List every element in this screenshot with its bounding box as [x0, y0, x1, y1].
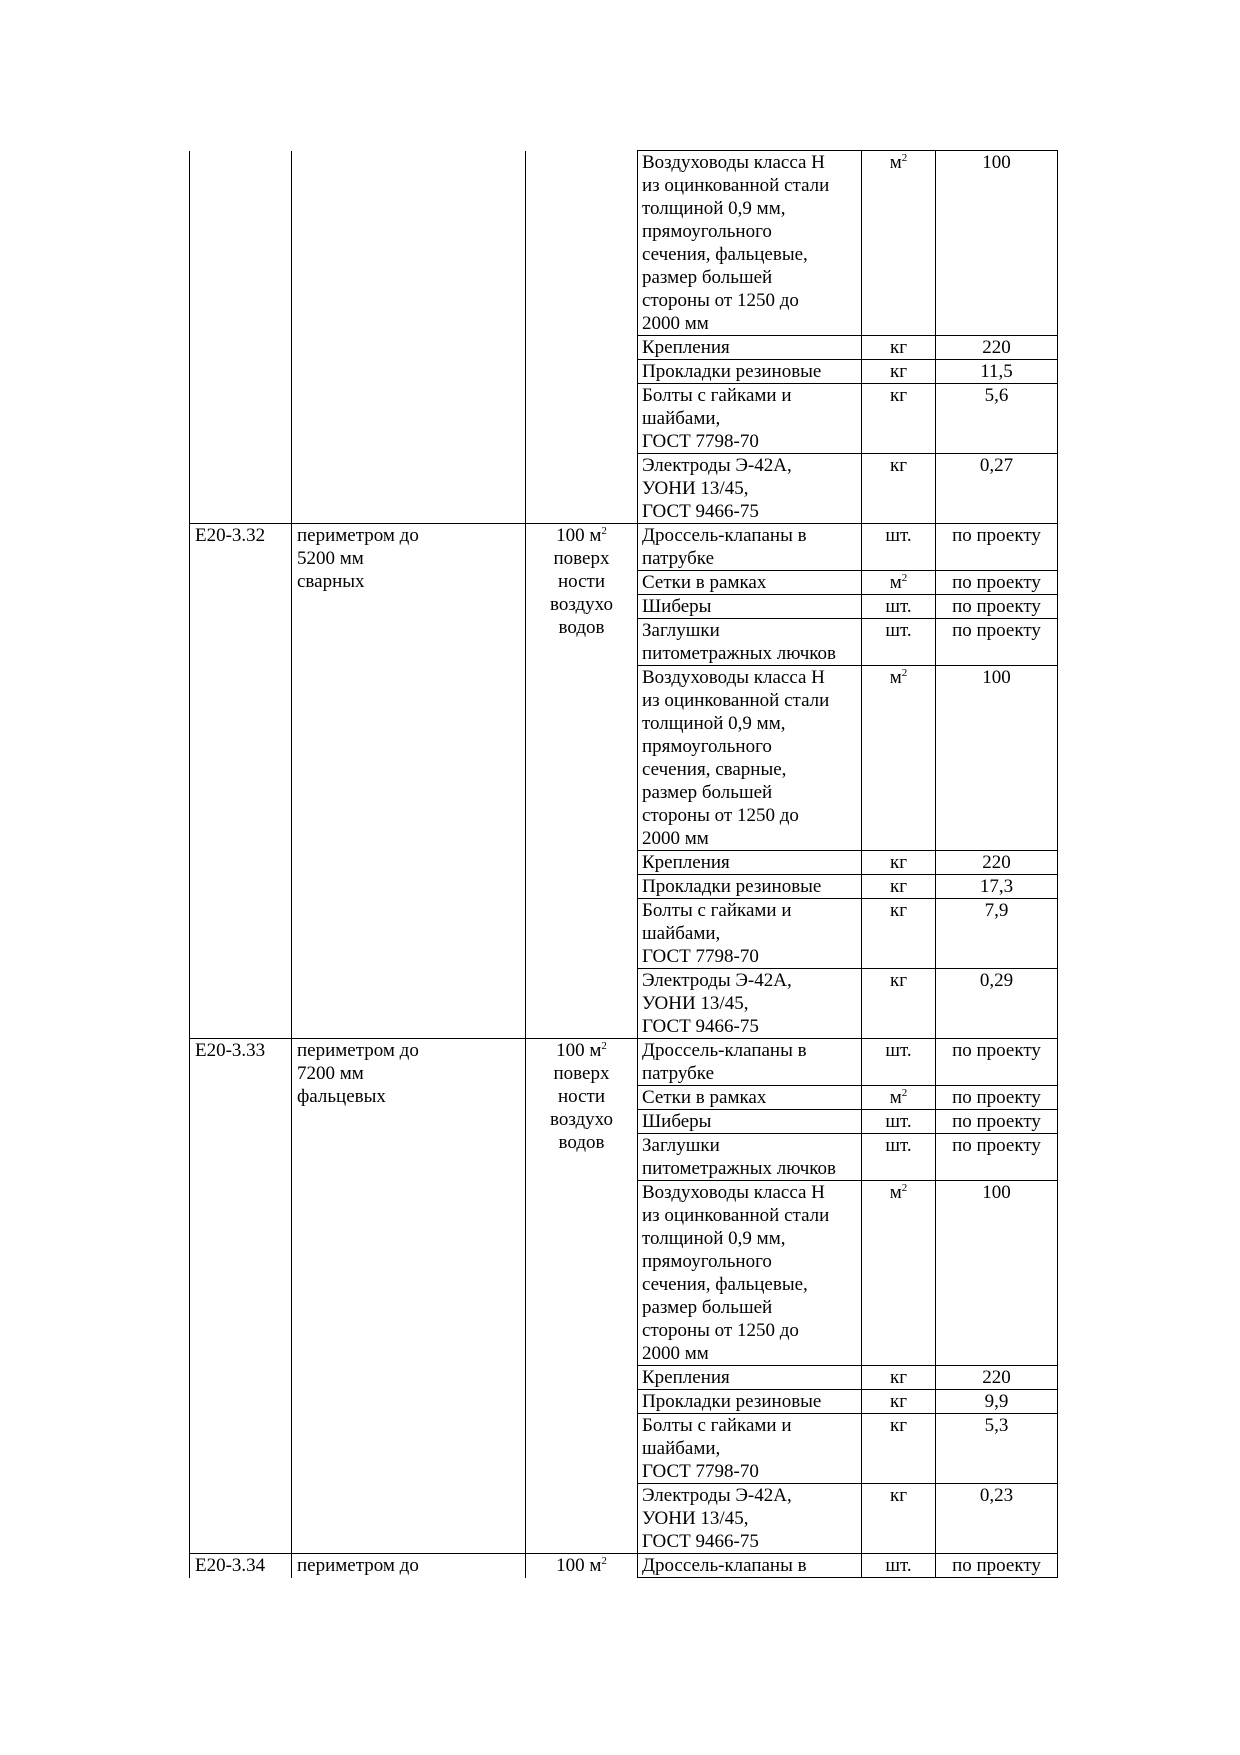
- resource-quantity-cell: [936, 384, 1058, 454]
- resource-name: Крепления: [642, 337, 730, 358]
- resource-quantity: 17,3: [979, 876, 1014, 897]
- resource-unit-cell: [862, 524, 936, 571]
- resource-name: Сетки в рамках: [642, 572, 767, 593]
- norm-code-cell: [190, 151, 292, 524]
- resource-name: Воздуховоды класса Н из оцинкованной стали толщиной 0,9 мм, прямоугольного сечения, фальцевые, размер большей стороны от 1250 до 2000 мм: [642, 152, 830, 334]
- norm-unit-superscript: 2: [601, 525, 607, 537]
- resource-name: Электроды Э-42А, УОНИ 13/45, ГОСТ 9466-75: [642, 455, 792, 522]
- resource-quantity: 0,27: [979, 455, 1014, 476]
- norm-name: периметром до 7200 мм фальцевых: [297, 1040, 419, 1107]
- resource-unit: кг: [889, 1391, 908, 1412]
- resource-name: Крепления: [642, 852, 730, 873]
- resource-name: Прокладки резиновые: [642, 1391, 822, 1412]
- norm-unit-main: 100 м: [556, 1555, 602, 1576]
- resource-quantity-cell: [936, 595, 1058, 619]
- table-row: [190, 524, 1058, 571]
- resource-unit-superscript: 2: [901, 1087, 908, 1099]
- resource-name: Дроссель-клапаны в патрубке: [642, 525, 807, 569]
- resource-name: Заглушки питометражных лючков: [642, 620, 837, 664]
- resource-unit: м: [889, 667, 902, 688]
- resource-name-cell: [638, 1110, 862, 1134]
- resource-unit: кг: [889, 455, 908, 476]
- resource-unit: шт.: [885, 620, 912, 641]
- resource-quantity: 5,3: [984, 1415, 1009, 1436]
- resource-quantity-cell: [936, 666, 1058, 851]
- table-row: [190, 1554, 1058, 1578]
- resource-unit: шт.: [885, 1040, 912, 1061]
- resource-quantity-cell: [936, 969, 1058, 1039]
- norm-code-cell: [190, 1554, 292, 1578]
- resource-name-cell: [638, 1366, 862, 1390]
- resource-quantity: по проекту: [952, 1087, 1041, 1108]
- resource-unit: кг: [889, 852, 908, 873]
- resource-quantity-cell: [936, 899, 1058, 969]
- resource-name: Воздуховоды класса Н из оцинкованной стали толщиной 0,9 мм, прямоугольного сечения, сварные, размер большей стороны от 1250 до 2000 мм: [642, 667, 830, 849]
- resource-name-cell: [638, 666, 862, 851]
- resource-unit: кг: [889, 1415, 908, 1436]
- resource-name: Прокладки резиновые: [642, 876, 822, 897]
- norms-table-body: [190, 151, 1058, 1578]
- resource-unit-cell: [862, 336, 936, 360]
- resource-unit: шт.: [885, 596, 912, 617]
- resource-name-cell: [638, 151, 862, 336]
- norm-unit: [528, 524, 635, 639]
- resource-quantity: по проекту: [952, 1040, 1041, 1061]
- resource-unit: шт.: [885, 525, 912, 546]
- resource-name: Прокладки резиновые: [642, 361, 822, 382]
- resource-name-cell: [638, 360, 862, 384]
- norm-unit-cell: [526, 1554, 638, 1578]
- resource-quantity: по проекту: [952, 1135, 1041, 1156]
- resource-quantity: 5,6: [984, 385, 1009, 406]
- resource-name: Заглушки питометражных лючков: [642, 1135, 837, 1179]
- resource-quantity: 100: [982, 667, 1011, 688]
- resource-name-cell: [638, 969, 862, 1039]
- norm-unit: [528, 1039, 635, 1154]
- resource-quantity: по проекту: [952, 572, 1041, 593]
- norm-name: периметром до 5200 мм сварных: [297, 525, 419, 592]
- resource-quantity-cell: [936, 571, 1058, 595]
- resource-name: Крепления: [642, 1367, 730, 1388]
- norm-unit-cell: [526, 1039, 638, 1554]
- resource-unit-cell: [862, 1390, 936, 1414]
- resource-quantity-cell: [936, 1134, 1058, 1181]
- resource-unit: м: [889, 152, 902, 173]
- resource-quantity-cell: [936, 1414, 1058, 1484]
- resource-quantity-cell: [936, 336, 1058, 360]
- norm-unit-main: 100 м: [556, 1040, 602, 1061]
- norm-unit-rest: поверх ности воздухо водов: [550, 548, 613, 638]
- resource-name-cell: [638, 336, 862, 360]
- norm-unit-rest: поверх ности воздухо водов: [550, 1063, 613, 1153]
- norms-table: [189, 150, 1058, 1578]
- resource-unit-cell: [862, 1134, 936, 1181]
- resource-unit-cell: [862, 1181, 936, 1366]
- resource-quantity-cell: [936, 454, 1058, 524]
- resource-name-cell: [638, 384, 862, 454]
- resource-unit: кг: [889, 876, 908, 897]
- resource-unit-superscript: 2: [901, 1182, 908, 1194]
- norm-name-cell: [292, 524, 526, 1039]
- resource-name-cell: [638, 454, 862, 524]
- norm-code: Е20-3.34: [195, 1555, 266, 1576]
- norm-unit: [528, 1554, 635, 1577]
- resource-quantity-cell: [936, 1181, 1058, 1366]
- resource-quantity-cell: [936, 1554, 1058, 1578]
- resource-unit-cell: [862, 151, 936, 336]
- resource-name: Болты с гайками и шайбами, ГОСТ 7798-70: [642, 1415, 792, 1482]
- resource-name-cell: [638, 1390, 862, 1414]
- resource-quantity-cell: [936, 1366, 1058, 1390]
- resource-name-cell: [638, 571, 862, 595]
- resource-unit-cell: [862, 360, 936, 384]
- resource-unit: кг: [889, 385, 908, 406]
- resource-unit-cell: [862, 666, 936, 851]
- resource-name-cell: [638, 875, 862, 899]
- norm-name: периметром до: [297, 1555, 419, 1576]
- resource-name: Болты с гайками и шайбами, ГОСТ 7798-70: [642, 385, 792, 452]
- resource-unit: м: [889, 572, 902, 593]
- resource-quantity-cell: [936, 619, 1058, 666]
- resource-unit: кг: [889, 337, 908, 358]
- resource-name: Сетки в рамках: [642, 1087, 767, 1108]
- resource-unit-cell: [862, 1366, 936, 1390]
- resource-quantity: 0,23: [979, 1485, 1014, 1506]
- resource-unit-superscript: 2: [901, 152, 908, 164]
- resource-unit-superscript: 2: [901, 572, 908, 584]
- resource-name-cell: [638, 1554, 862, 1578]
- resource-quantity-cell: [936, 360, 1058, 384]
- resource-name-cell: [638, 851, 862, 875]
- resource-quantity: по проекту: [952, 1111, 1041, 1132]
- resource-unit: кг: [889, 1485, 908, 1506]
- norm-name-cell: [292, 151, 526, 524]
- resource-unit-cell: [862, 1110, 936, 1134]
- norm-code-cell: [190, 1039, 292, 1554]
- resource-unit: шт.: [885, 1555, 912, 1576]
- resource-unit: кг: [889, 970, 908, 991]
- resource-name-cell: [638, 524, 862, 571]
- norm-code-cell: [190, 524, 292, 1039]
- resource-quantity-cell: [936, 151, 1058, 336]
- norm-code: Е20-3.32: [195, 525, 266, 546]
- resource-quantity: 9,9: [984, 1391, 1009, 1412]
- resource-quantity-cell: [936, 851, 1058, 875]
- resource-unit-cell: [862, 969, 936, 1039]
- resource-quantity-cell: [936, 1039, 1058, 1086]
- resource-name-cell: [638, 619, 862, 666]
- resource-unit-cell: [862, 1414, 936, 1484]
- resource-name: Шиберы: [642, 1111, 712, 1132]
- resource-unit-cell: [862, 899, 936, 969]
- resource-name-cell: [638, 899, 862, 969]
- resource-name-cell: [638, 595, 862, 619]
- resource-name-cell: [638, 1039, 862, 1086]
- resource-quantity: 11,5: [980, 361, 1013, 382]
- resource-unit-cell: [862, 875, 936, 899]
- norm-code: Е20-3.33: [195, 1040, 266, 1061]
- norm-name-cell: [292, 1039, 526, 1554]
- norm-name-cell: [292, 1554, 526, 1578]
- resource-unit-cell: [862, 595, 936, 619]
- resource-name: Болты с гайками и шайбами, ГОСТ 7798-70: [642, 900, 792, 967]
- resource-name: Дроссель-клапаны в патрубке: [642, 1040, 807, 1084]
- resource-unit-superscript: 2: [901, 667, 908, 679]
- norm-unit-cell: [526, 524, 638, 1039]
- resource-quantity: 100: [982, 1182, 1011, 1203]
- resource-unit-cell: [862, 1554, 936, 1578]
- resource-quantity: по проекту: [952, 525, 1041, 546]
- norm-unit-main: 100 м: [556, 525, 602, 546]
- resource-unit: шт.: [885, 1111, 912, 1132]
- norm-unit-superscript: 2: [601, 1555, 607, 1567]
- resource-unit-cell: [862, 384, 936, 454]
- resource-unit-cell: [862, 454, 936, 524]
- resource-unit-cell: [862, 1086, 936, 1110]
- resource-quantity: 220: [982, 852, 1011, 873]
- resource-name-cell: [638, 1086, 862, 1110]
- resource-name-cell: [638, 1484, 862, 1554]
- resource-quantity: по проекту: [952, 620, 1041, 641]
- resource-unit: кг: [889, 1367, 908, 1388]
- resource-quantity-cell: [936, 1086, 1058, 1110]
- norm-unit-cell: [526, 151, 638, 524]
- resource-name: Электроды Э-42А, УОНИ 13/45, ГОСТ 9466-75: [642, 970, 792, 1037]
- resource-quantity-cell: [936, 1390, 1058, 1414]
- resource-quantity: 220: [982, 337, 1011, 358]
- resource-name-cell: [638, 1414, 862, 1484]
- resource-unit: шт.: [885, 1135, 912, 1156]
- resource-unit: м: [889, 1087, 902, 1108]
- table-row: [190, 151, 1058, 336]
- resource-unit-cell: [862, 571, 936, 595]
- resource-unit: кг: [889, 361, 908, 382]
- resource-name-cell: [638, 1181, 862, 1366]
- resource-quantity-cell: [936, 524, 1058, 571]
- resource-unit-cell: [862, 1039, 936, 1086]
- resource-quantity-cell: [936, 1110, 1058, 1134]
- resource-quantity: 100: [982, 152, 1011, 173]
- resource-unit: м: [889, 1182, 902, 1203]
- resource-quantity-cell: [936, 875, 1058, 899]
- resource-name: Воздуховоды класса Н из оцинкованной стали толщиной 0,9 мм, прямоугольного сечения, фальцевые, размер большей стороны от 1250 до 2000 мм: [642, 1182, 830, 1364]
- resource-unit-cell: [862, 851, 936, 875]
- resource-quantity: 220: [982, 1367, 1011, 1388]
- resource-unit-cell: [862, 619, 936, 666]
- resource-quantity: по проекту: [952, 1555, 1041, 1576]
- resource-name: Электроды Э-42А, УОНИ 13/45, ГОСТ 9466-75: [642, 1485, 792, 1552]
- resource-unit: кг: [889, 900, 908, 921]
- norm-unit-superscript: 2: [601, 1040, 607, 1052]
- resource-quantity-cell: [936, 1484, 1058, 1554]
- resource-unit-cell: [862, 1484, 936, 1554]
- resource-quantity: 7,9: [984, 900, 1009, 921]
- resource-name: Шиберы: [642, 596, 712, 617]
- resource-quantity: 0,29: [979, 970, 1014, 991]
- resource-quantity: по проекту: [952, 596, 1041, 617]
- table-row: [190, 1039, 1058, 1086]
- resource-name: Дроссель-клапаны в: [642, 1555, 807, 1576]
- resource-name-cell: [638, 1134, 862, 1181]
